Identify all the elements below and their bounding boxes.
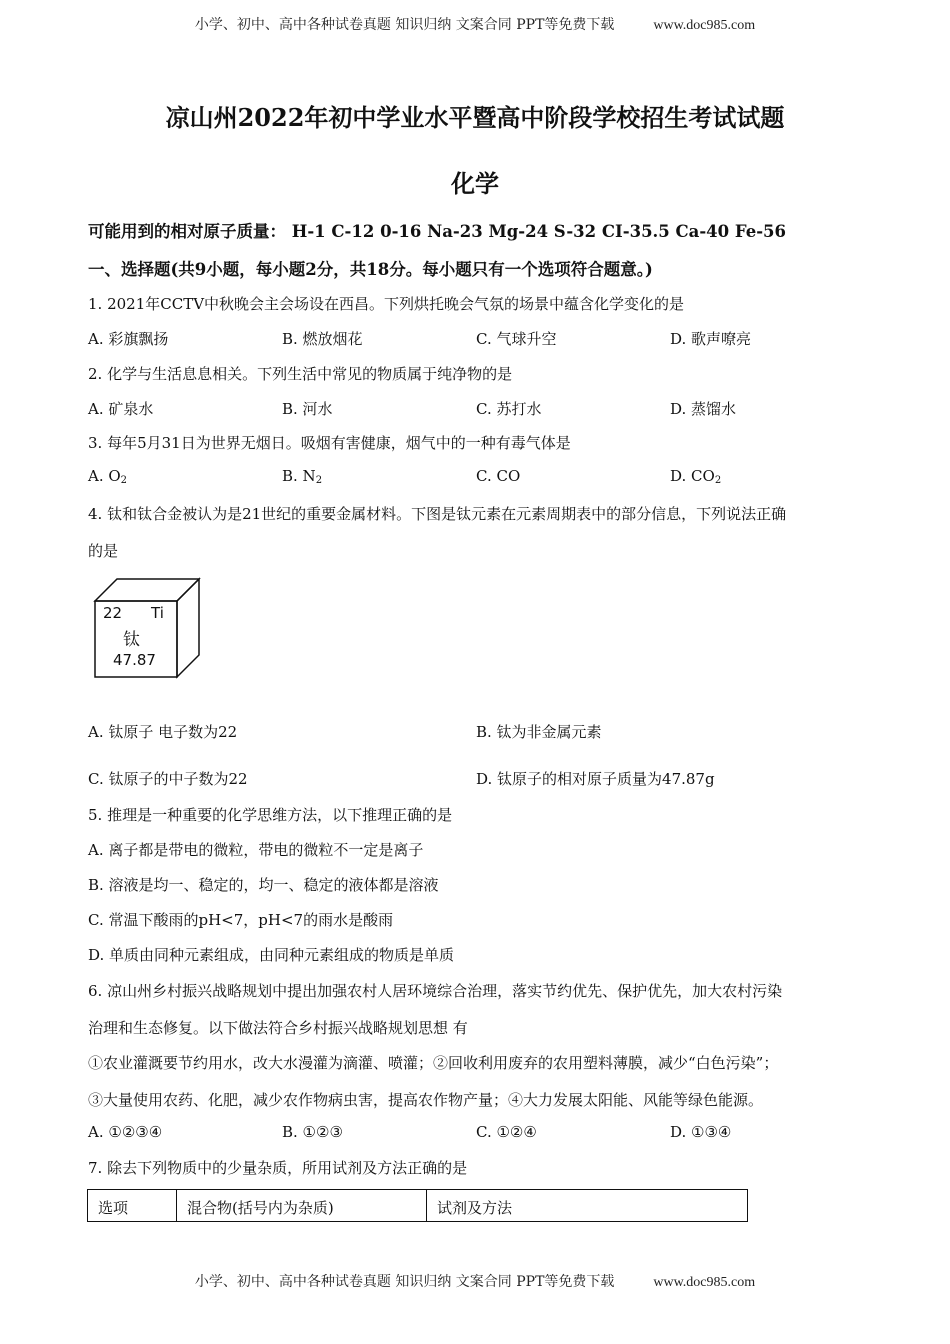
q3-option-c: C. CO <box>476 467 521 485</box>
table-header-method: 试剂及方法 <box>437 1199 513 1217</box>
q6-option-d: D. ①③④ <box>670 1123 732 1141</box>
atomic-masses: 可能用到的相对原子质量： H-1 C-12 0-16 Na-23 Mg-24 S-32 CI-35.5 Ca-40 Fe-56 <box>88 222 787 241</box>
table-header-option: 选项 <box>88 1190 177 1221</box>
page-header <box>0 14 950 34</box>
q5-option-a: A. 离子都是带电的微粒，带电的微粒不一定是离子 <box>88 841 424 859</box>
q4-stem-line2: 的是 <box>88 542 119 560</box>
exam-title: 凉山州2022年初中学业水平暨高中阶段学校招生考试试题 <box>165 103 785 132</box>
q5-option-c: C. 常温下酸雨的pH<7，pH<7的雨水是酸雨 <box>88 911 394 929</box>
q4-option-d: D. 钛原子的相对原子质量为47.87g <box>476 770 715 788</box>
q4-option-c: C. 钛原子的中子数为22 <box>88 770 248 788</box>
q5-option-b: B. 溶液是均一、稳定的，均一、稳定的液体都是溶液 <box>88 876 439 894</box>
q1-option-a: A. 彩旗飘扬 <box>88 330 169 348</box>
atomic-number: 22 <box>103 604 123 622</box>
q6-stem-line2: 治理和生态修复。以下做法符合乡村振兴战略规划思想 有 <box>88 1019 468 1037</box>
q5-option-d: D. 单质由同种元素组成，由同种元素组成的物质是单质 <box>88 946 455 964</box>
q2-stem: 2. 化学与生活息息相关。下列生活中常见的物质属于纯净物的是 <box>88 365 513 383</box>
q5-stem: 5. 推理是一种重要的化学思维方法，以下推理正确的是 <box>88 806 453 824</box>
atomic-mass: 47.87 <box>113 651 156 669</box>
titanium-element-figure <box>93 577 203 679</box>
footer-url: www.doc985.com <box>653 1275 756 1290</box>
q2-option-a: A. 矿泉水 <box>88 400 154 418</box>
element-name: 钛 <box>123 630 140 650</box>
footer-text: 小学、初中、高中各种试卷真题 知识归纳 文案合同 PPT等免费下载 <box>194 1274 615 1290</box>
q7-stem: 7. 除去下列物质中的少量杂质，所用试剂及方法正确的是 <box>88 1159 468 1177</box>
header-url: www.doc985.com <box>653 18 756 33</box>
q3-option-d: D. $CO_2$ <box>670 467 722 486</box>
q3-stem: 3. 每年5月31日为世界无烟日。吸烟有害健康，烟气中的一种有毒气体是 <box>88 434 571 452</box>
element-symbol: Ti <box>151 604 164 622</box>
q6-stem-line1: 6. 凉山州乡村振兴战略规划中提出加强农村人居环境综合治理，落实节约优先、保护优先，加大农村污染 <box>88 982 783 1000</box>
q6-option-a: A. ①②③④ <box>88 1123 163 1141</box>
q1-stem: 1. 2021年CCTV中秋晚会主会场设在西昌。下列烘托晚会气氛的场景中蕴含化学变化的是 <box>88 295 685 313</box>
q2-option-b: B. 河水 <box>282 400 333 418</box>
q4-stem-line1: 4. 钛和钛合金被认为是21世纪的重要金属材料。下图是钛元素在元素周期表中的部分信息，下列说法正确 <box>88 505 787 523</box>
header-text: 小学、初中、高中各种试卷真题 知识归纳 文案合同 PPT等免费下载 <box>194 17 615 33</box>
subject-title: 化学 <box>451 169 499 198</box>
q4-option-b: B. 钛为非金属元素 <box>476 723 602 741</box>
q2-option-c: C. 苏打水 <box>476 400 542 418</box>
q1-option-c: C. 气球升空 <box>476 330 557 348</box>
q6-item-line2: ③大量使用农药、化肥，减少农作物病虫害，提高农作物产量；④大力发展太阳能、风能等绿色能源。 <box>88 1091 764 1109</box>
q7-table-header-row <box>87 1189 748 1222</box>
q3-option-a: A. $O_2$ <box>88 467 128 486</box>
section-heading: 一、选择题(共9小题，每小题2分，共18分。每小题只有一个选项符合题意。) <box>88 260 653 279</box>
q6-option-c: C. ①②④ <box>476 1123 537 1141</box>
q3-option-b: B. $N_2$ <box>282 467 323 486</box>
q1-option-b: B. 燃放烟花 <box>282 330 363 348</box>
q2-option-d: D. 蒸馏水 <box>670 400 737 418</box>
table-header-mixture: 混合物(括号内为杂质) <box>177 1190 427 1221</box>
q1-option-d: D. 歌声嘹亮 <box>670 330 752 348</box>
q4-option-a: A. 钛原子 电子数为22 <box>88 723 238 741</box>
q6-item-line1: ①农业灌溉要节约用水，改大水漫灌为滴灌、喷灌；②回收利用废弃的农用塑料薄膜，减少“白色污染”； <box>88 1054 779 1072</box>
q6-option-b: B. ①②③ <box>282 1123 343 1141</box>
page-footer <box>0 1271 950 1291</box>
